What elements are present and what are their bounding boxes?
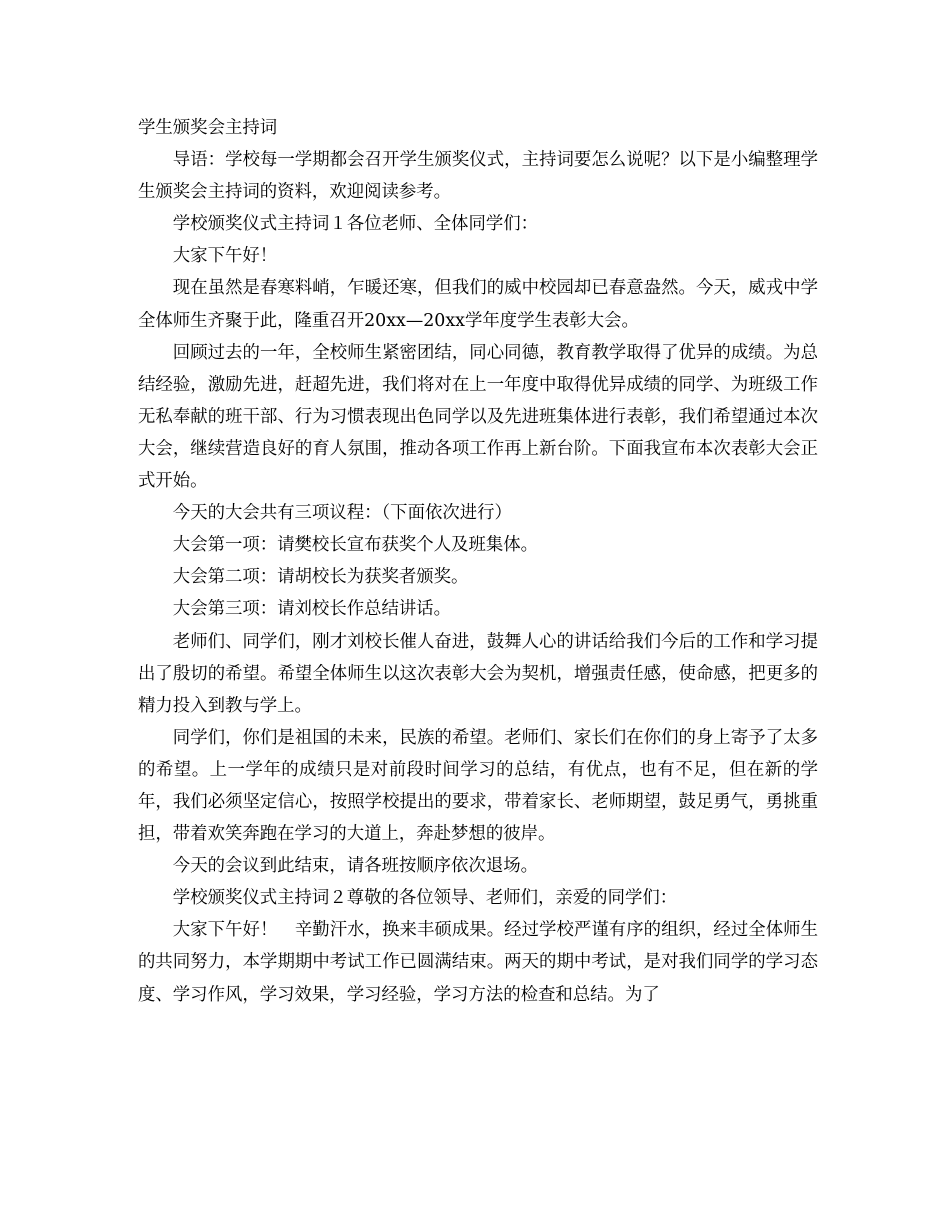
paragraph-agenda: 今天的大会共有三项议程：（下面依次进行）	[172, 503, 512, 524]
document-body	[138, 112, 818, 1011]
paragraph-speech-1-heading: 学校颁奖仪式主持词１各位老师、全体同学们：	[172, 214, 539, 235]
paragraph-speech-2-heading: 学校颁奖仪式主持词２尊敬的各位领导、老师们，亲爱的同学们：	[172, 888, 678, 909]
paragraph-meeting-end: 今天的会议到此结束，请各班按顺序依次退场。	[172, 856, 539, 877]
paragraph-agenda-item-2: 大会第二项：请胡校长为获奖者颁奖。	[172, 567, 469, 588]
paragraph-intro: 导语：学校每一学期都会召开学生颁奖仪式，主持词要怎么说呢？以下是小编整理学生颁奖会主持词的资料，欢迎阅读参考。	[138, 150, 818, 203]
document-title: 学生颁奖会主持词	[138, 118, 278, 138]
paragraph-greeting: 大家下午好！	[172, 246, 278, 267]
paragraph-speech-2-body: 大家下午好！ 辛勤汗水，换来丰硕成果。经过学校严谨有序的组织，经过全体师生的共同努力，本学期期中考试工作已圆满结束。两天的期中考试，是对我们同学的学习态度、学习作风，学习效果，学习经验，学习方法的检查和总结。为了	[138, 920, 818, 1005]
paragraph-review: 回顾过去的一年，全校师生紧密团结，同心同德，教育教学取得了优异的成绩。为总结经验，激励先进，赶超先进，我们将对在上一年度中取得优异成绩的同学、为班级工作无私奉献的班干部、行为习惯表现出色同学以及先进班集体进行表彰，我们希望通过本次大会，继续营造良好的育人氛围，推动各项工作再上新台阶。下面我宣布本次表彰大会正式开始。	[138, 342, 818, 492]
paragraph-agenda-item-1: 大会第一项：请樊校长宣布获奖个人及班集体。	[172, 535, 539, 556]
paragraph-agenda-item-3: 大会第三项：请刘校长作总结讲话。	[172, 599, 452, 620]
paragraph-closing-remarks: 老师们、同学们，刚才刘校长催人奋进，鼓舞人心的讲话给我们今后的工作和学习提出了殷切的希望。希望全体师生以这次表彰大会为契机，增强责任感，使命感，把更多的精力投入到教与学上。	[138, 631, 818, 716]
paragraph-opening: 现在虽然是春寒料峭，乍暖还寒，但我们的威中校园却已春意盎然。今天，威戎中学全体师生齐聚于此，隆重召开20xx—20xx学年度学生表彰大会。	[138, 278, 818, 331]
paragraph-encouragement: 同学们，你们是祖国的未来，民族的希望。老师们、家长们在你们的身上寄予了太多的希望。上一学年的成绩只是对前段时间学习的总结，有优点，也有不足，但在新的学年，我们必须坚定信心，按照学校提出的要求，带着家长、老师期望，鼓足勇气，勇挑重担，带着欢笑奔跑在学习的大道上，奔赴梦想的彼岸。	[138, 727, 818, 845]
